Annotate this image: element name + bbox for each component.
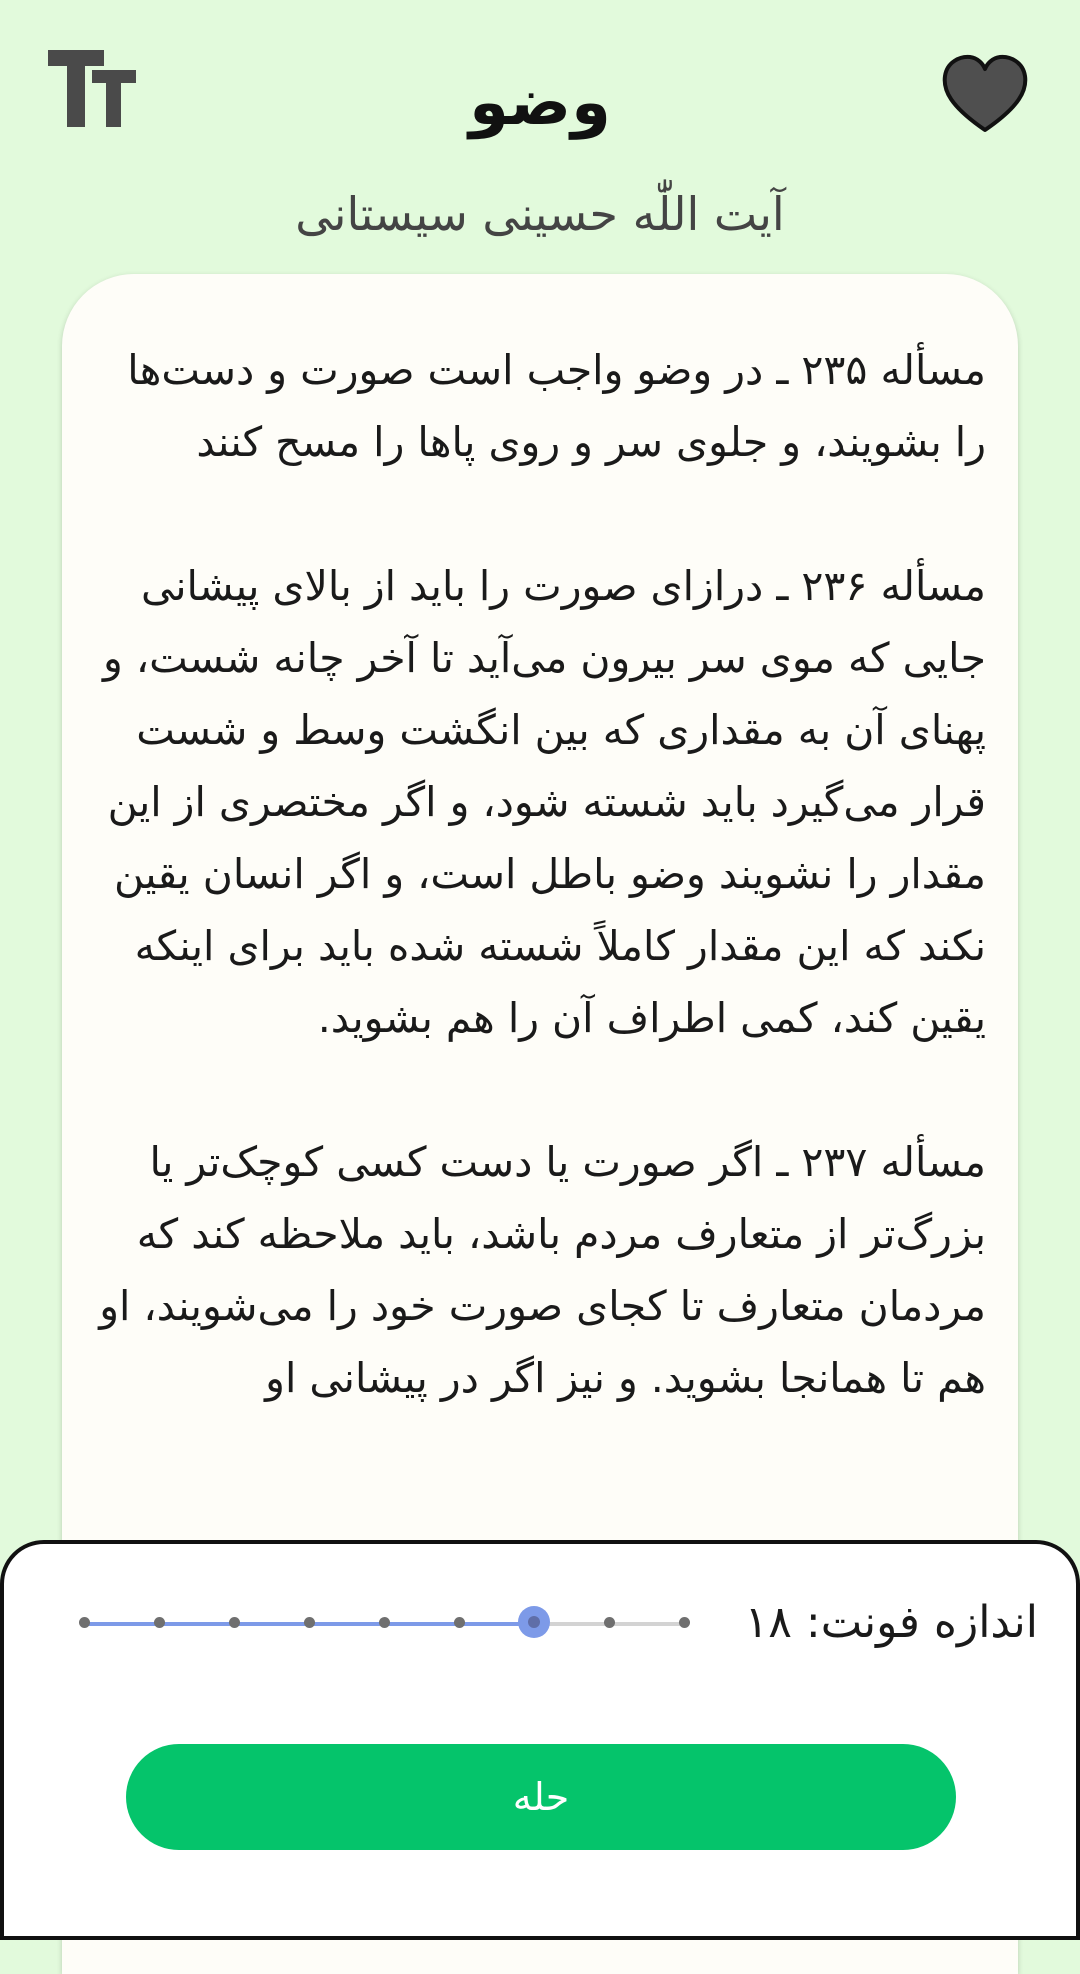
slider-step-dot[interactable] bbox=[304, 1617, 315, 1628]
font-size-label: اندازه فونت: ۱۸ bbox=[744, 1597, 1038, 1648]
author-name: آیت اللّٰه حسینی سیستانی bbox=[295, 187, 785, 241]
slider-step-dot[interactable] bbox=[379, 1617, 390, 1628]
font-size-slider[interactable] bbox=[84, 1622, 684, 1626]
slider-step-dot[interactable] bbox=[79, 1617, 90, 1628]
slider-step-dot[interactable] bbox=[154, 1617, 165, 1628]
paragraph: مسأله ۲۳۶ ـ درازای صورت را باید از بالای پیشانی جایی که موی سر بیرون می‌آید تا آخر چانه شست، و پهنای آن به مقداری که بین انگشت وسط و شست قرار می‌گیرد باید شسته شود، و اگر مختصری از این مقدار را نشویند وضو باطل است، و اگر انسان یقین نکند که این مقدار کاملاً شسته شده باید برای اینکه یقین کند، کمی اطراف آن را هم بشوید. bbox=[103, 562, 986, 1042]
slider-step-dot[interactable] bbox=[604, 1617, 615, 1628]
slider-thumb[interactable] bbox=[518, 1606, 550, 1638]
font-size-sheet bbox=[0, 1540, 1080, 1940]
slider-step-dot[interactable] bbox=[454, 1617, 465, 1628]
content-text bbox=[62, 274, 1018, 1414]
slider-step-dot[interactable] bbox=[229, 1617, 240, 1628]
header bbox=[0, 0, 1080, 180]
favorite-heart-icon[interactable] bbox=[940, 54, 1030, 136]
page-title: وضو bbox=[469, 66, 611, 140]
slider-step-dot[interactable] bbox=[679, 1617, 690, 1628]
confirm-button[interactable]: حله bbox=[126, 1744, 956, 1850]
paragraph: مسأله ۲۳۷ ـ اگر صورت یا دست کسی کوچک‌تر یا بزرگ‌تر از متعارف مردم باشد، باید ملاحظه کند که مردمان متعارف تا کجای صورت خود را می‌شویند، او هم تا همانجا بشوید. و نیز اگر در پیشانی او bbox=[99, 1138, 986, 1402]
paragraph: مسأله ۲۳۵ ـ در وضو واجب است صورت و دست‌ها را بشویند، و جلوی سر و روی پاها را مسح کنند bbox=[127, 346, 986, 466]
